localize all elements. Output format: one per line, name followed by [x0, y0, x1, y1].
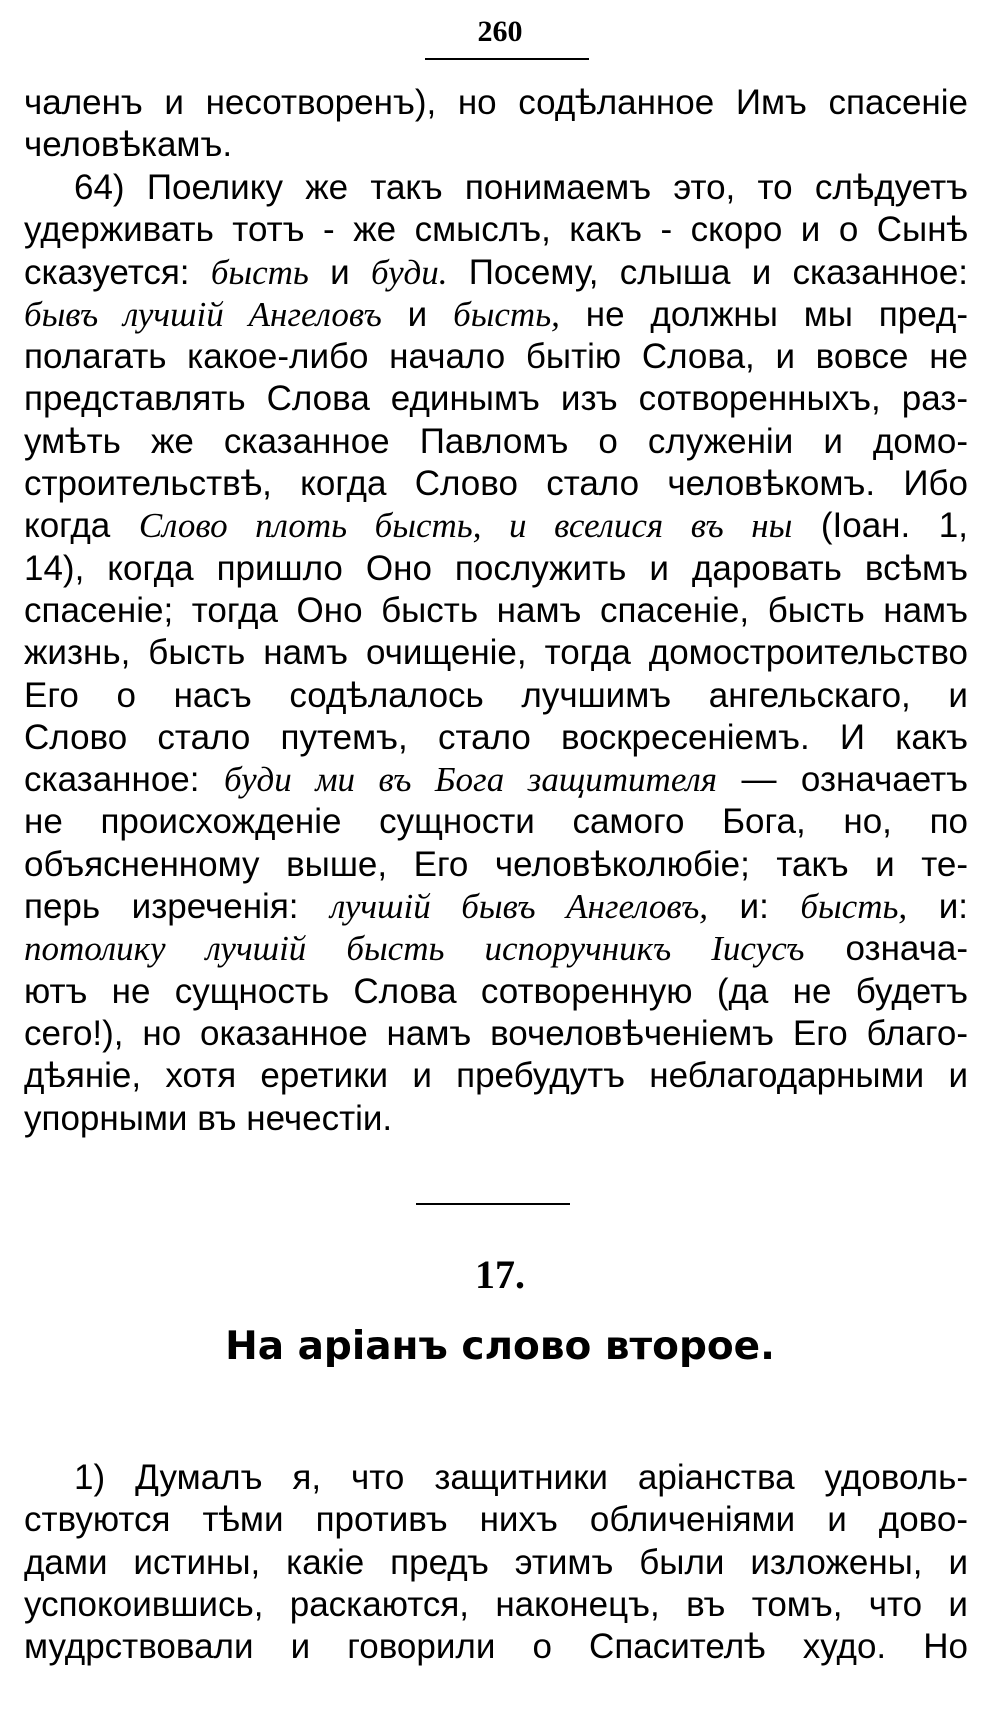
- text-line: [24, 252, 968, 294]
- text-line: [24, 1499, 968, 1541]
- header-rule: [425, 58, 589, 60]
- paragraph-64: [24, 167, 968, 1140]
- italic-quote: бывъ лучшій Ангеловъ: [24, 294, 382, 334]
- italic-quote: буди ми въ Бога защитителя: [223, 760, 718, 800]
- text-line: [24, 294, 968, 336]
- text-run: умѣть же сказанное Павломъ о служеніи и домо-: [24, 421, 968, 461]
- text-run: ютъ не сущность Слова сотворенную (да не будетъ: [24, 971, 968, 1011]
- text-line: [24, 421, 968, 463]
- text-run: и:: [907, 887, 968, 927]
- text-run: и:: [708, 887, 801, 927]
- text-line: [24, 167, 968, 209]
- text-line: [24, 801, 968, 843]
- text-run: человѣкамъ.: [24, 125, 233, 165]
- italic-quote: буди.: [370, 252, 448, 292]
- section-number: 17.: [475, 1252, 525, 1297]
- text-line: [24, 717, 968, 759]
- text-line: [24, 505, 968, 547]
- text-run: 64) Поелику же такъ понимаемъ это, то слѣдуетъ: [74, 168, 968, 207]
- text-line: [24, 1542, 968, 1584]
- text-run: — означаетъ: [717, 760, 968, 800]
- text-line: [24, 1055, 968, 1097]
- text-line: [24, 1626, 968, 1668]
- text-line: [24, 675, 968, 717]
- text-run: объясненному выше, Его человѣколюбіе; такъ и те-: [24, 844, 968, 884]
- text-run: не происхожденіе сущности самого Бога, но, по: [24, 802, 968, 842]
- text-line: [24, 82, 968, 124]
- text-run: не должны мы пред-: [559, 294, 968, 334]
- text-run: и: [308, 252, 371, 292]
- paragraph-1: [24, 1457, 968, 1668]
- paragraph-continued: [24, 82, 968, 167]
- section-divider: [416, 1203, 570, 1205]
- text-run: дами истины, какіе предъ этимъ были изложены, и: [24, 1542, 968, 1582]
- text-run: сказанное:: [24, 760, 224, 800]
- text-line: [24, 1584, 968, 1626]
- text-run: когда: [24, 506, 139, 546]
- text-run: дѣяніе, хотя еретики и пребудутъ неблагодарными и: [24, 1056, 968, 1096]
- italic-quote: Слово плоть бысть, и вселися въ ны: [138, 506, 793, 546]
- text-run: представлять Слова единымъ изъ сотворенныхъ, раз-: [24, 379, 968, 419]
- text-run: и: [381, 294, 454, 334]
- italic-quote: лучшій бывъ Ангеловъ,: [330, 887, 708, 927]
- italic-quote: бысть,: [800, 887, 908, 927]
- text-line: [24, 632, 968, 674]
- text-line: [24, 548, 968, 590]
- text-run: сего!), но оказанное намъ вочеловѣченіемъ Его благо-: [24, 1013, 968, 1053]
- italic-quote: бысть,: [453, 294, 560, 334]
- text-run: 14), когда пришло Оно послужить и даровать всѣмъ: [24, 548, 968, 588]
- text-run: ствуются тѣми противъ нихъ обличеніями и дово-: [24, 1500, 968, 1540]
- text-run: удерживать тотъ - же смыслъ, какъ - скоро и о Сынѣ: [24, 210, 968, 250]
- text-run: (Іоан. 1,: [792, 506, 968, 546]
- text-run: Его о насъ содѣлалось лучшимъ ангельскаго, и: [24, 675, 968, 715]
- text-line: [24, 928, 968, 970]
- text-run: мудрствовали и говорили о Спасителѣ худо. Но: [24, 1627, 968, 1667]
- text-line: [24, 336, 968, 378]
- text-run: успокоившись, раскаются, наконецъ, въ томъ, что и: [24, 1584, 968, 1624]
- text-run: упорными въ нечестіи.: [24, 1098, 393, 1138]
- text-run: полагать какое-либо начало бытію Слова, и вовсе не: [24, 337, 968, 377]
- text-line: [24, 971, 968, 1013]
- text-run: строительствѣ, когда Слово стало человѣкомъ. Ибо: [24, 464, 968, 504]
- text-run: сказуется:: [24, 252, 211, 292]
- text-line: [24, 209, 968, 251]
- text-run: чаленъ и несотворенъ), но содѣланное Имъ спасеніе: [24, 83, 968, 122]
- text-line: [24, 759, 968, 801]
- text-run: жизнь, бысть намъ очищеніе, тогда домостроительство: [24, 633, 968, 673]
- italic-quote: бысть: [210, 252, 309, 292]
- text-line: [24, 1098, 968, 1140]
- text-line: [24, 886, 968, 928]
- text-line: [24, 124, 968, 166]
- text-run: спасеніе; тогда Оно бысть намъ спасеніе, бысть намъ: [24, 590, 968, 630]
- text-line: [24, 463, 968, 505]
- text-run: 1) Думалъ я, что защитники аріанства удоволь-: [74, 1458, 968, 1497]
- section-title: На аріанъ слово второе.: [225, 1324, 775, 1369]
- text-line: [24, 590, 968, 632]
- text-line: [24, 1013, 968, 1055]
- text-run: Посему, слыша и сказанное:: [447, 252, 968, 292]
- text-run: перь изреченія:: [24, 887, 331, 927]
- text-line: [24, 1457, 968, 1499]
- text-run: Слово стало путемъ, стало воскресеніемъ. И какъ: [24, 717, 968, 757]
- page-number: 260: [477, 15, 523, 48]
- italic-quote: потолику лучшій бысть испоручникъ Іисусъ: [24, 929, 805, 969]
- text-line: [24, 378, 968, 420]
- text-line: [24, 844, 968, 886]
- text-run: означа-: [804, 929, 968, 969]
